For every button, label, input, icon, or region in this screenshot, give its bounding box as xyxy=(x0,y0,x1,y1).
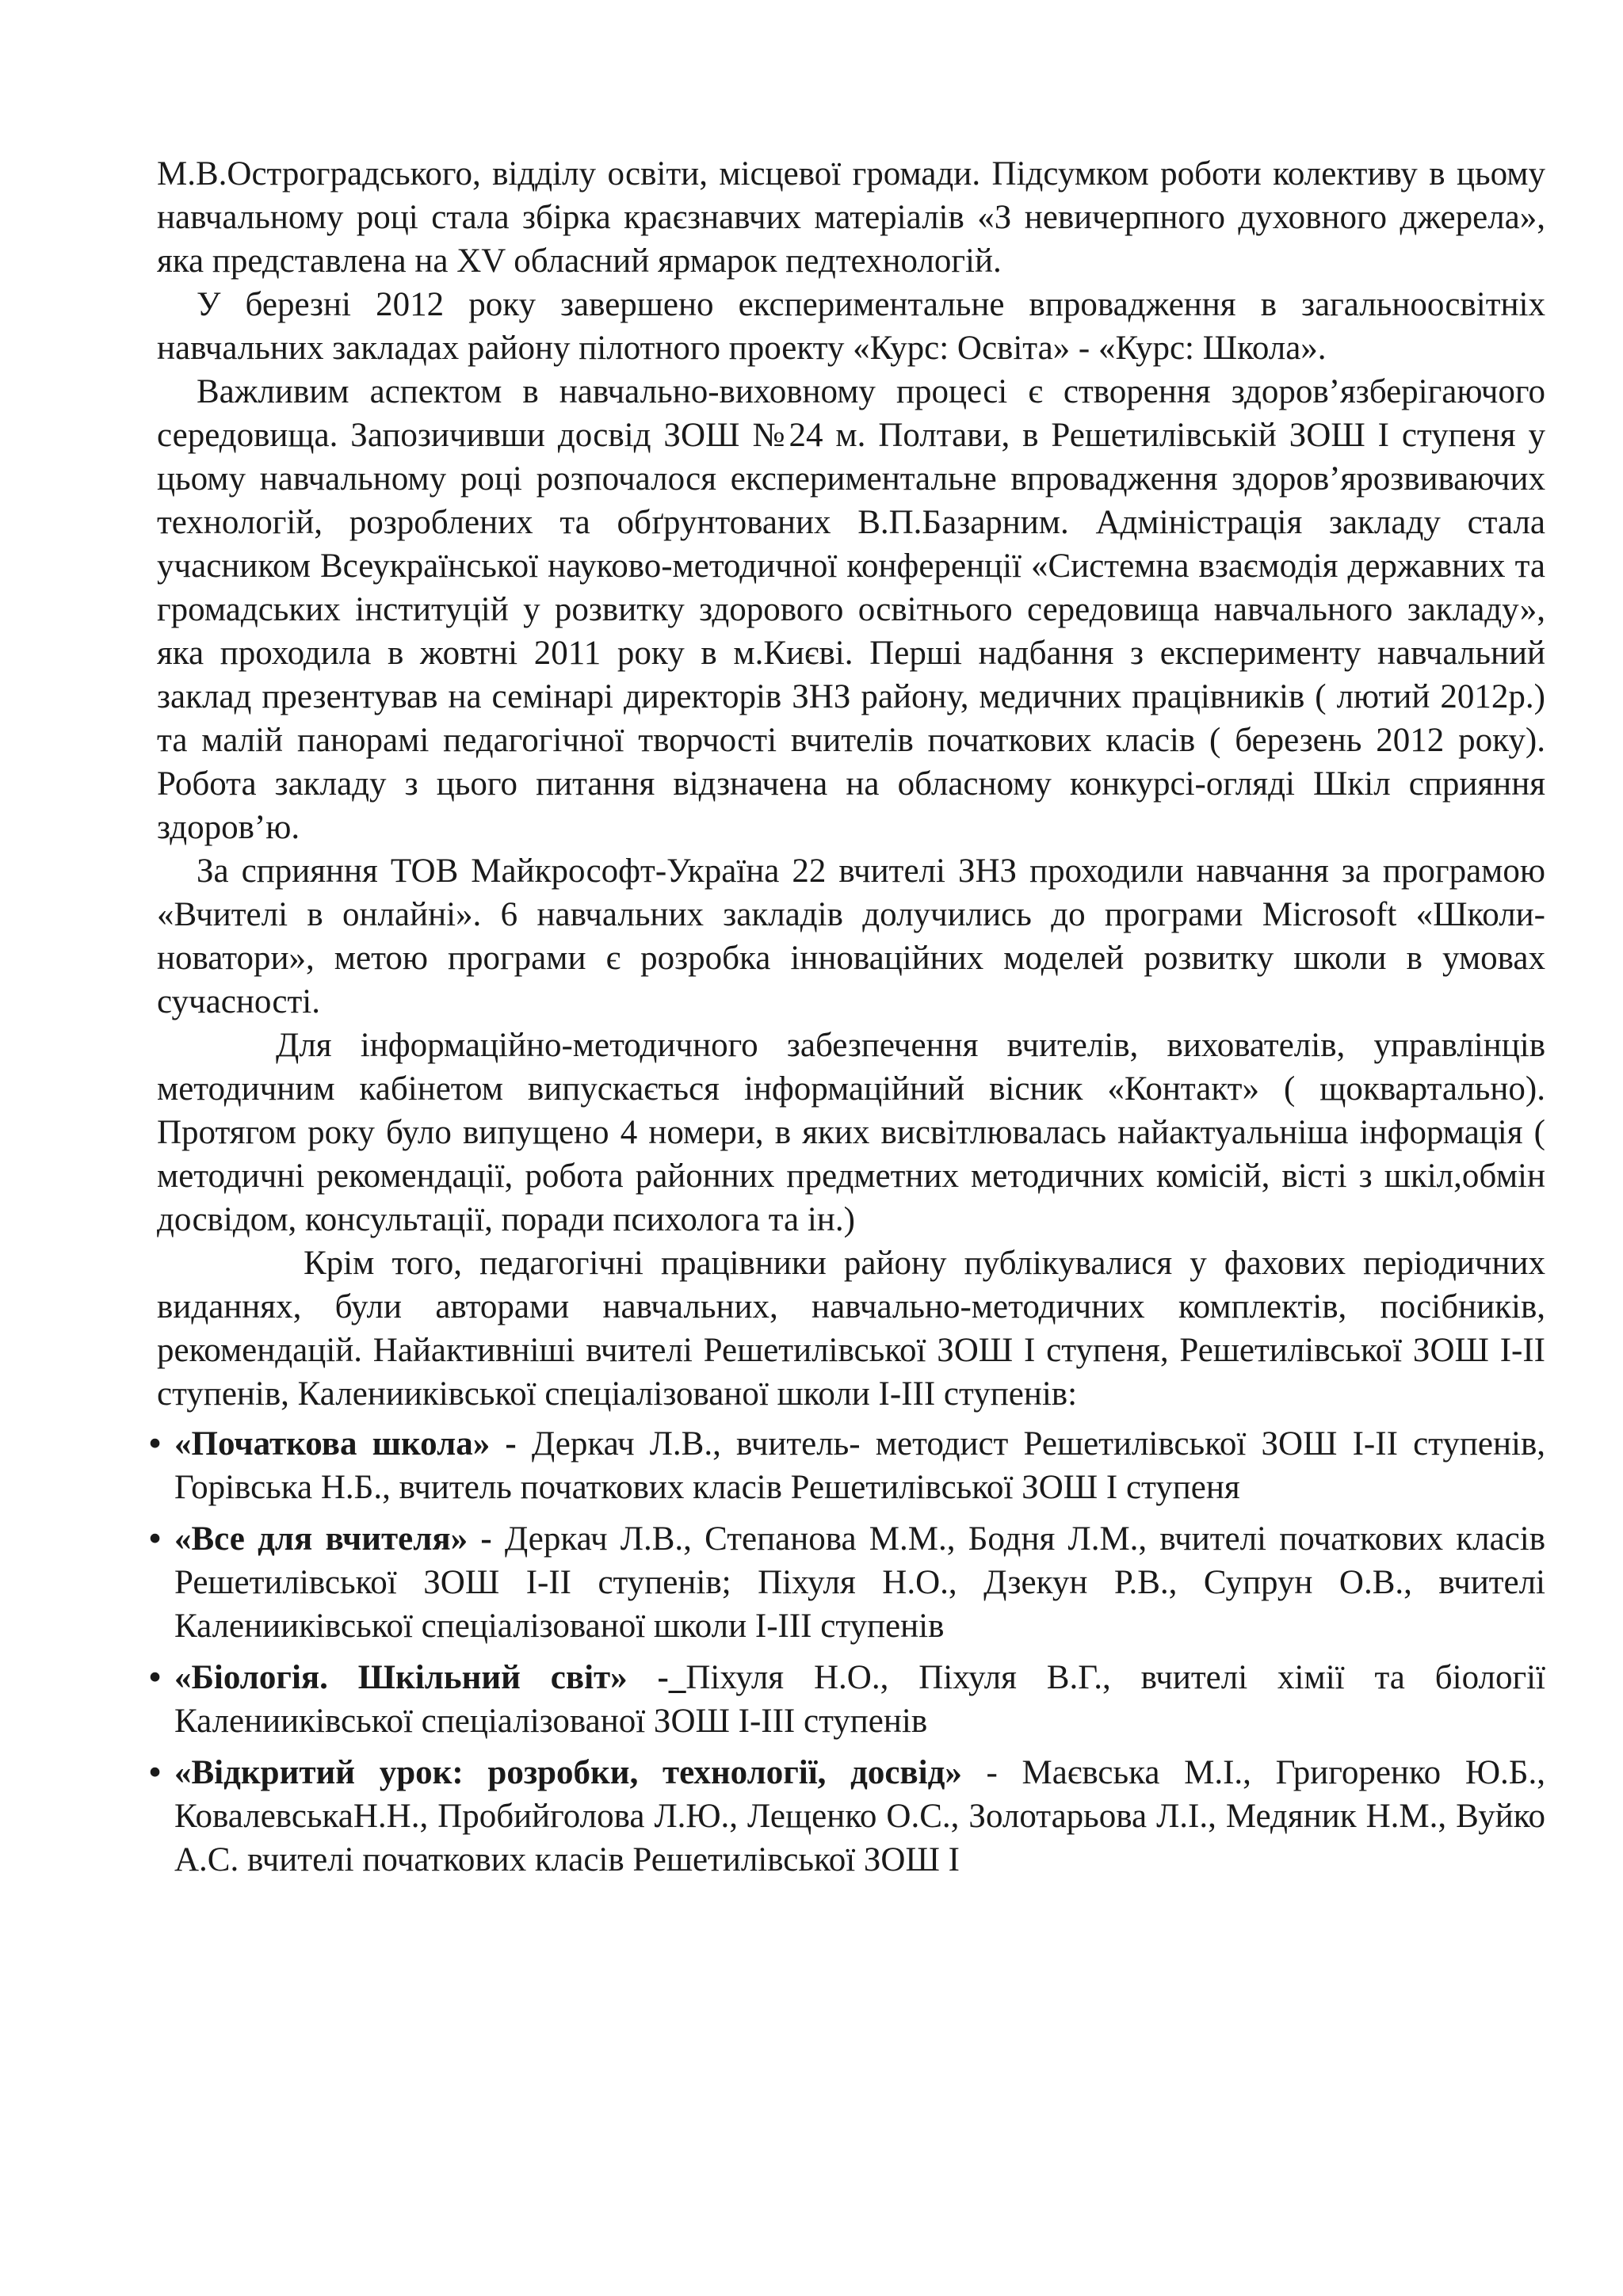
list-item xyxy=(149,1422,1545,1509)
list-item-title: «Все для вчителя» - xyxy=(174,1520,492,1558)
paragraph-microsoft: За сприяння ТОВ Майкрософт-Україна 22 вчителі ЗНЗ проходили навчання за програмою «Вчителі в онлайні». 6 навчальних закладів долучились до програми Microsoft «Школи-новатори», метою програми є розробка інноваційних моделей розвитку школи в умовах сучасності. xyxy=(157,852,1545,1020)
list-item-text: - Маєвська М.І., Григоренко Ю.Б., КовалевськаН.Н., Пробийголова Л.Ю., Лещенко О.С., Золотарьова Л.І., Медяник Н.М., Вуйко А.С. вчителі початкових класів Решетилівської ЗОШ І xyxy=(174,1754,1545,1878)
paragraph-continuation: М.В.Остроградського, відділу освіти, місцевої громади. Підсумком роботи колективу в цьому навчальному році стала збірка краєзнавчих матеріалів «З невичерпного духовного джерела», яка представлена на XV обласний ярмарок педтехнологій. xyxy=(157,155,1545,280)
document-body xyxy=(149,152,1545,1890)
list-item-text: Деркач Л.В., Степанова М.М., Бодня Л.М., вчителі початкових класів Решетилівської ЗОШ І-ІІ ступенів; Піхуля Н.О., Дзекун Р.В., Супрун О.В., вчителі Каленииківської спеціалізованої школи І-ІІІ ступенів xyxy=(174,1520,1545,1645)
bullet-icon: • xyxy=(149,1520,162,1558)
list-item-title: «Початкова школа» - xyxy=(174,1425,517,1463)
publications-list xyxy=(149,1422,1545,1882)
list-item-text: Піхуля Н.О., Піхуля В.Г., вчителі хімії та біології Каленииківської спеціалізованої ЗОШ І-ІІІ ступенів xyxy=(174,1659,1545,1740)
bullet-icon: • xyxy=(149,1754,162,1791)
list-item xyxy=(149,1656,1545,1743)
list-item xyxy=(149,1751,1545,1882)
paragraph-publications: Крім того, педагогічні працівники району публікувалися у фахових періодичних виданнях, були авторами навчальних, навчально-методичних комплектів, посібників, рекомендацій. Найактивніші вчителі Решетилівської ЗОШ І ступеня, Решетилівської ЗОШ І-ІІ ступенів, Каленииківської спеціалізованої школи І-ІІІ ступенів: xyxy=(157,1245,1545,1413)
bullet-icon: • xyxy=(149,1659,162,1696)
paragraph-kontakt-bulletin: Для інформаційно-методичного забезпечення вчителів, вихователів, управлінців методичним кабінетом випускається інформаційний вісник «Контакт» ( щоквартально). Протягом року було випущено 4 номери, в яких висвітлювалась найактуальніша інформація ( методичні рекомендації, робота районних предметних методичних комісій, вісті з шкіл,обмін досвідом, консультації, поради психолога та ін.) xyxy=(157,1027,1545,1238)
list-item xyxy=(149,1517,1545,1648)
list-item-text: Деркач Л.В., вчитель- методист Решетилівської ЗОШ І-ІІ ступенів, Горівська Н.Б., вчитель початкових класів Решетилівської ЗОШ І ступеня xyxy=(174,1425,1545,1506)
paragraph-kurs-osvita: У березні 2012 року завершено експериментальне впровадження в загальноосвітніх навчальних закладах району пілотного проекту «Курс: Освіта» - «Курс: Школа». xyxy=(157,286,1545,367)
list-item-underscore: _ xyxy=(668,1659,686,1696)
paragraph-health-environment: Важливим аспектом в навчально-виховному процесі є створення здоров’язберігаючого середовища. Запозичивши досвід ЗОШ №24 м. Полтави, в Решетилівській ЗОШ І ступеня у цьому навчальному році розпочалося експериментальне впровадження здоров’ярозвиваючих технологій, розроблених та обґрунтованих В.П.Базарним. Адміністрація закладу стала учасником Всеукраїнської науково-методичної конференції «Системна взаємодія державних та громадських інституцій у розвитку здорового освітнього середовища навчального закладу», яка проходила в жовтні 2011 року в м.Києві. Перші надбання з експерименту навчальний заклад презентував на семінарі директорів ЗНЗ району, медичних працівників ( лютий 2012р.) та малій панорамі педагогічної творчості вчителів початкових класів ( березень 2012 року). Робота закладу з цього питання відзначена на обласному конкурсі-огляді Шкіл сприяння здоров’ю. xyxy=(157,373,1545,846)
bullet-icon: • xyxy=(149,1425,162,1463)
list-item-title: «Біологія. Шкільний світ» - xyxy=(174,1659,669,1696)
list-item-title: «Відкритий урок: розробки, технології, досвід» xyxy=(174,1754,962,1791)
